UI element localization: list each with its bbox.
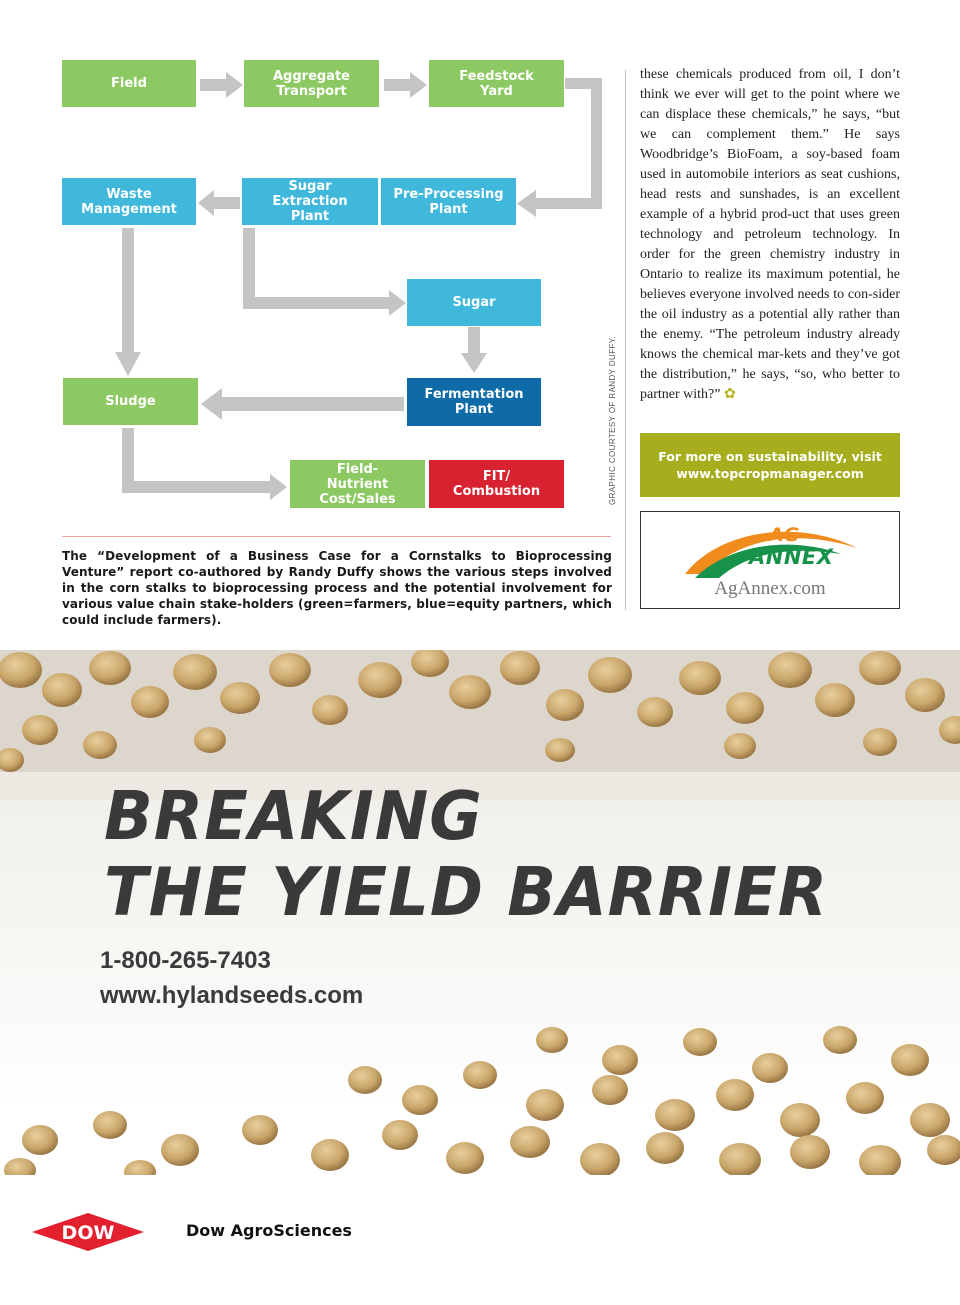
ad-footer: [0, 1175, 960, 1305]
flow-box-aggregate-transport: Aggregate Transport: [244, 60, 379, 107]
figure-caption: The “Development of a Business Case for a Cornstalks to Bioprocessing Venture” report co-authored by Randy Duffy shows the various steps involved in the corn stalks to bioprocessing process and the potential involvement for various value chain stake-holders (green=farmers, blue=equity partners, which could include farmers).: [62, 549, 612, 627]
maple-leaf-icon: ✿: [723, 387, 736, 402]
flow-box-fermentation: Fermentation Plant: [407, 378, 541, 426]
ad-phone-number[interactable]: 1-800-265-7403: [100, 947, 271, 974]
flow-box-fit-combustion: FIT/ Combustion: [429, 460, 564, 508]
flow-box-waste-management: Waste Management: [62, 178, 196, 225]
sustainability-promo[interactable]: [640, 433, 900, 497]
ad-headline-line1: BREAKING: [104, 778, 483, 856]
caption-divider: [62, 536, 611, 537]
ad-website[interactable]: www.hylandseeds.com: [100, 982, 364, 1009]
ag-annex-name: ANNEX: [749, 545, 834, 569]
flow-box-sugar: Sugar: [407, 279, 541, 326]
hyland-seeds-ad: [0, 650, 960, 1305]
flow-box-feedstock-yard: Feedstock Yard: [429, 60, 564, 107]
dow-diamond-logo: [32, 1213, 144, 1251]
dow-agrosciences-name: Dow AgroSciences: [186, 1221, 352, 1240]
flow-box-field-nutrient: Field- Nutrient Cost/Sales: [290, 460, 425, 508]
soybeans-bottom-image: [0, 1020, 960, 1180]
article-body: these chemicals produced from oil, I don’t think we ever will get to the point where we can displace these chemicals,” he says, “but we can complement them.” He says Woodbridge’s BioFoam, a soy-based foam used in automobile interiors as seat cushions, head rests and sunshades, is an excellent example of a hybrid prod-uct that uses green technology and petroleum technology. In order for the green chemistry industry in Ontario to realize its maximum potential, he believes everyone involved needs to con-sider the oil industry as a potential ally rather than the enemy. “The petroleum industry already knows the chemical mar-kets and they’ve got the distribution,” he says, “so, who better to partner with?”: [640, 67, 900, 402]
promo-line: For more on sustainability, visit: [658, 449, 882, 464]
ad-headline-line2: THE YIELD BARRIER: [104, 854, 828, 932]
flow-box-pre-processing: Pre-Processing Plant: [381, 178, 516, 225]
ag-annex-ag: AG: [769, 524, 800, 546]
flow-box-sludge: Sludge: [63, 378, 198, 425]
promo-link[interactable]: www.topcropmanager.com: [676, 466, 864, 481]
graphic-credit: GRAPHIC COURTESY OF RANDY DUFFY.: [608, 335, 617, 505]
ag-annex-url[interactable]: AgAnnex.com: [714, 578, 826, 599]
ag-annex-ad[interactable]: [640, 511, 900, 609]
article-text-column: [640, 65, 900, 405]
flow-box-field: Field: [62, 60, 196, 107]
process-flowchart: [0, 0, 620, 530]
dow-logo-text: DOW: [61, 1222, 115, 1244]
column-divider: [625, 70, 626, 610]
flow-box-sugar-extraction: Sugar Extraction Plant: [242, 178, 378, 225]
